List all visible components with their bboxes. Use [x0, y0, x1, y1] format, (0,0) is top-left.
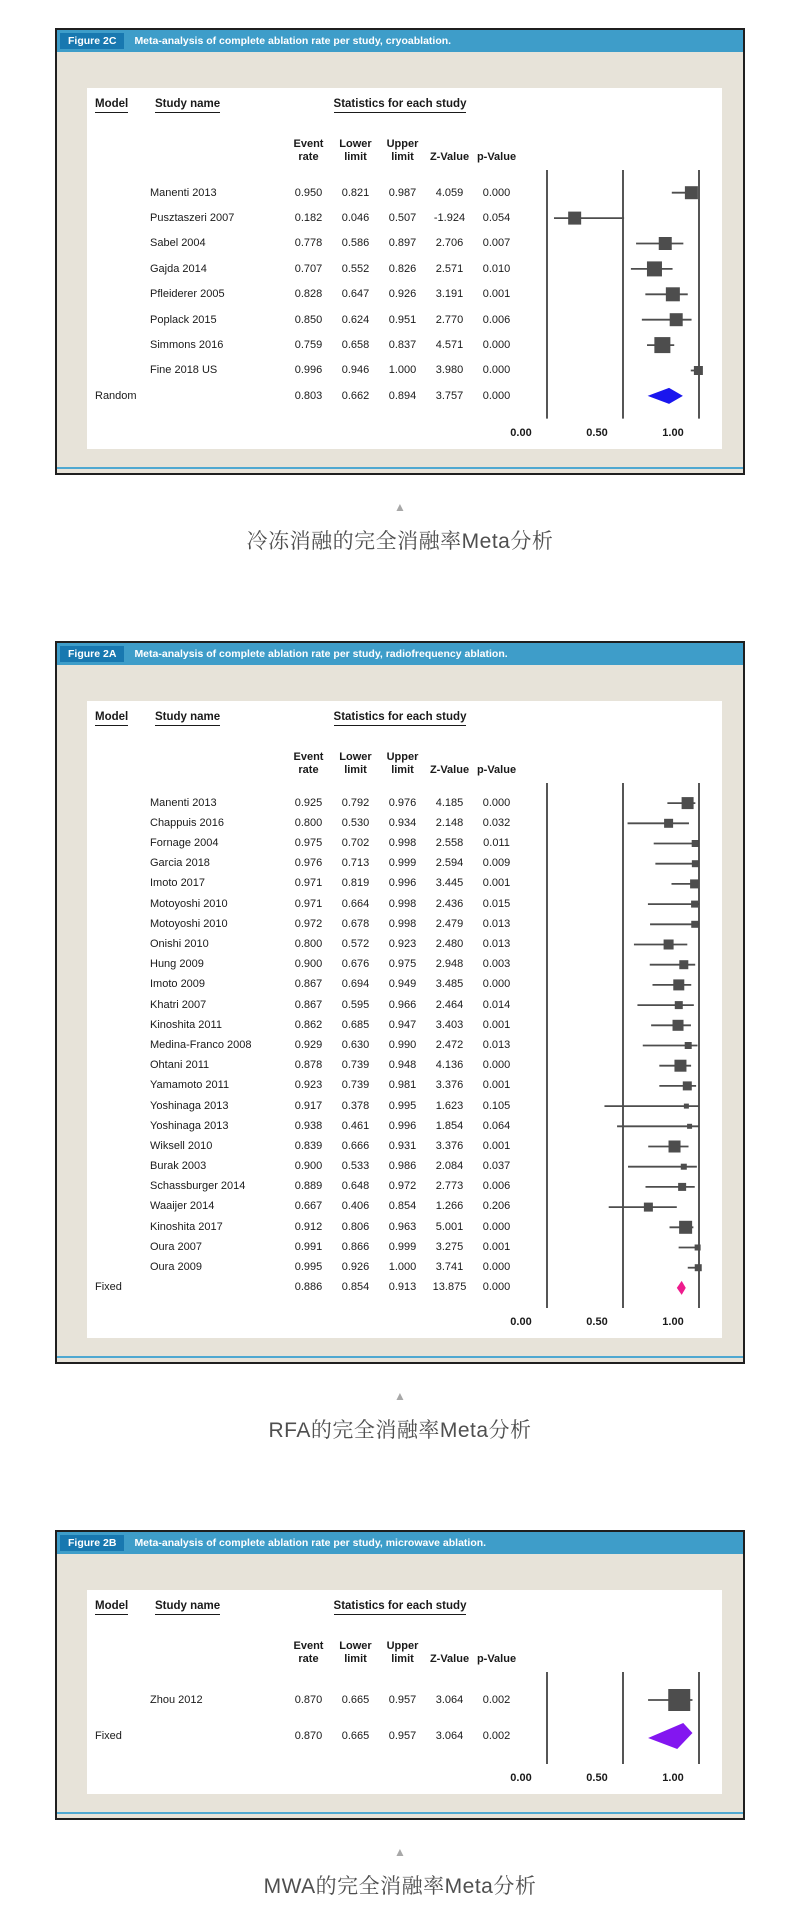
column-header: Lower limit: [339, 1639, 372, 1665]
column-header: Upper limit: [386, 750, 419, 776]
study-row: Oura 2009 0.995 0.926 1.000 3.741 0.000: [150, 1261, 511, 1273]
ci-marker: [685, 186, 698, 199]
figure-2a-box: [55, 641, 745, 1364]
study-row: Onishi 2010 0.800 0.572 0.923 2.480 0.013: [150, 938, 511, 950]
study-row: Fornage 2004 0.975 0.702 0.998 2.558 0.011: [150, 837, 510, 850]
column-headers: [87, 1630, 722, 1670]
ci-marker: [659, 237, 672, 250]
study-row: Fine 2018 US 0.996 0.946 1.000 3.980 0.000: [150, 364, 511, 377]
figure-title: Meta-analysis of complete ablation rate per study, microwave ablation.: [134, 1536, 487, 1549]
study-row: Gajda 2014 0.707 0.552 0.826 2.571 0.010: [150, 262, 511, 275]
study-row: Fixed 0.870 0.665 0.957 3.064 0.002: [95, 1729, 511, 1742]
ci-marker: [679, 1220, 692, 1233]
ci-marker: [664, 939, 674, 949]
column-header: Lower limit: [339, 750, 372, 776]
statistics-header: Statistics for each study: [334, 98, 467, 113]
ci-marker: [692, 860, 699, 867]
ci-marker: [678, 1182, 686, 1190]
figure-tag: Figure 2A: [60, 646, 124, 662]
triangle-up-icon: ▲: [394, 1388, 406, 1403]
study-row: Medina-Franco 2008 0.929 0.630 0.990 2.472 0.013: [150, 1038, 511, 1051]
ci-marker: [691, 920, 698, 927]
figure-2a-caption-block: [0, 1390, 800, 1444]
study-row: Pfleiderer 2005 0.828 0.647 0.926 3.191 0.001: [150, 288, 511, 301]
study-row: Waaijer 2014 0.667 0.406 0.854 1.266 0.206: [150, 1200, 511, 1213]
study-row: Oura 2007 0.991 0.866 0.999 3.275 0.001: [150, 1240, 511, 1253]
model-header: Model: [95, 98, 128, 113]
x-axis-labels: [87, 1766, 722, 1788]
study-row: Wiksell 2010 0.839 0.666 0.931 3.376 0.001: [150, 1139, 511, 1152]
study-row: Sabel 2004 0.778 0.586 0.897 2.706 0.007: [150, 237, 511, 250]
axis-tick-label: 0.50: [586, 1771, 608, 1784]
triangle-up-icon: ▲: [394, 499, 406, 514]
forest-plot: [517, 1670, 717, 1766]
study-row: Zhou 2012 0.870 0.665 0.957 3.064 0.002: [150, 1693, 511, 1706]
ci-marker: [673, 1019, 684, 1030]
axis-tick-label: 1.00: [662, 1771, 684, 1784]
study-row: Imoto 2009 0.867 0.694 0.949 3.485 0.000: [150, 978, 511, 991]
axis-tick-label: 0.50: [586, 1315, 608, 1328]
column-header: Upper limit: [386, 138, 419, 163]
study-row: Yoshinaga 2013 0.938 0.461 0.996 1.854 0.064: [150, 1119, 511, 1132]
study-row: Motoyoshi 2010 0.972 0.678 0.998 2.479 0.013: [150, 917, 511, 930]
study-name-header: Study name: [155, 711, 220, 726]
figure-2c-titlebar: [57, 30, 743, 52]
study-name-header: Study name: [155, 98, 220, 113]
forest-rows: [87, 1670, 722, 1766]
study-row: Fixed 0.886 0.854 0.913 13.875 0.000: [95, 1281, 511, 1294]
study-row: Simmons 2016 0.759 0.658 0.837 4.571 0.000: [150, 339, 511, 352]
ci-marker: [666, 287, 680, 301]
ci-marker: [691, 900, 698, 907]
study-row: Pusztaszeri 2007 0.182 0.046 0.507 -1.924 0.054: [150, 212, 511, 225]
x-axis-labels: [87, 421, 722, 443]
study-row: Hung 2009 0.900 0.676 0.975 2.948 0.003: [150, 958, 511, 971]
column-header: Event rate: [293, 138, 324, 163]
study-row: Manenti 2013 0.950 0.821 0.987 4.059 0.000: [150, 186, 511, 199]
table-head: [87, 1590, 722, 1630]
forest-rows: [87, 168, 722, 421]
study-row: Burak 2003 0.900 0.533 0.986 2.084 0.037: [150, 1160, 511, 1173]
ci-marker: [694, 366, 703, 375]
column-header: Upper limit: [386, 1639, 419, 1665]
study-row: Poplack 2015 0.850 0.624 0.951 2.770 0.006: [150, 313, 511, 326]
column-header: p-Value: [476, 1652, 517, 1665]
study-row: Yoshinaga 2013 0.917 0.378 0.995 1.623 0.105: [150, 1099, 511, 1112]
axis-tick-label: 1.00: [662, 1315, 684, 1328]
forest-plot: [517, 781, 717, 1310]
figure-2a-titlebar: [57, 643, 743, 665]
column-header: p-Value: [476, 763, 517, 776]
figure-caption: 冷冻消融的完全消融率Meta分析: [246, 529, 554, 553]
figure-caption: RFA的完全消融率Meta分析: [268, 1418, 532, 1442]
ci-marker: [674, 1059, 686, 1071]
statistics-header: Statistics for each study: [334, 1600, 467, 1615]
study-row: Garcia 2018 0.976 0.713 0.999 2.594 0.009: [150, 857, 511, 870]
summary-diamond: [648, 388, 683, 404]
study-name-header: Study name: [155, 1600, 220, 1615]
ci-marker: [695, 1244, 701, 1250]
figure-2b-box: [55, 1530, 745, 1820]
figure-caption: MWA的完全消融率Meta分析: [263, 1874, 537, 1898]
column-header: Event rate: [293, 1639, 324, 1665]
ci-marker: [681, 1163, 687, 1169]
forest-rows: [87, 781, 722, 1310]
study-row: Manenti 2013 0.925 0.792 0.976 4.185 0.000: [150, 796, 511, 809]
forest-plot-panel: [87, 701, 722, 1338]
axis-tick-label: 1.00: [662, 426, 684, 439]
study-row: Yamamoto 2011 0.923 0.739 0.981 3.376 0.001: [150, 1079, 511, 1092]
ci-marker: [692, 840, 699, 847]
panel-accent-line: [57, 467, 743, 469]
study-row: Khatri 2007 0.867 0.595 0.966 2.464 0.014: [150, 998, 511, 1011]
figure-2c-box: [55, 28, 745, 475]
statistics-header: Statistics for each study: [334, 711, 467, 726]
ci-marker: [675, 1001, 683, 1009]
study-row: Random 0.803 0.662 0.894 3.757 0.000: [95, 389, 511, 402]
study-row: Schassburger 2014 0.889 0.648 0.972 2.773 0.006: [150, 1180, 511, 1193]
ci-marker: [654, 337, 670, 353]
study-row: Kinoshita 2017 0.912 0.806 0.963 5.001 0.000: [150, 1220, 511, 1233]
forest-plot-panel: [87, 88, 722, 449]
summary-diamond: [648, 1723, 692, 1749]
axis-tick-label: 0.00: [510, 426, 532, 439]
ci-marker: [568, 212, 581, 225]
column-header: p-Value: [476, 151, 517, 163]
triangle-up-icon: ▲: [394, 1844, 406, 1859]
panel-accent-line: [57, 1812, 743, 1814]
column-header: Event rate: [293, 750, 324, 776]
column-headers: [87, 128, 722, 168]
figure-2c-caption-block: [0, 501, 800, 555]
axis-tick-label: 0.00: [510, 1771, 532, 1784]
ci-marker: [647, 261, 662, 276]
panel-accent-line: [57, 1356, 743, 1358]
forest-plot-panel: [87, 1590, 722, 1794]
study-row: Imoto 2017 0.971 0.819 0.996 3.445 0.001: [150, 877, 511, 890]
ci-marker: [695, 1264, 702, 1271]
ci-marker: [670, 313, 683, 326]
ci-marker: [685, 1042, 692, 1049]
study-row: Kinoshita 2011 0.862 0.685 0.947 3.403 0.001: [150, 1018, 511, 1031]
table-head: [87, 701, 722, 741]
ci-marker: [668, 1689, 690, 1711]
ci-marker: [690, 879, 699, 888]
ci-marker: [683, 1081, 692, 1090]
column-header: Lower limit: [339, 138, 372, 163]
table-head: [87, 88, 722, 128]
column-header: Z-Value: [429, 151, 470, 163]
figure-title: Meta-analysis of complete ablation rate per study, radiofrequency ablation.: [134, 647, 508, 660]
model-header: Model: [95, 711, 128, 726]
figure-tag: Figure 2B: [60, 1535, 124, 1551]
ci-marker: [673, 979, 684, 990]
x-axis-labels: [87, 1310, 722, 1332]
column-headers: [87, 741, 722, 781]
column-header: Z-Value: [429, 1652, 470, 1665]
figure-2b-titlebar: [57, 1532, 743, 1554]
study-row: Motoyoshi 2010 0.971 0.664 0.998 2.436 0.015: [150, 897, 511, 910]
ci-marker: [679, 960, 688, 969]
ci-marker: [684, 1103, 689, 1108]
ci-marker: [669, 1140, 681, 1152]
study-row: Chappuis 2016 0.800 0.530 0.934 2.148 0.032: [150, 816, 511, 829]
model-header: Model: [95, 1600, 128, 1615]
figure-tag: Figure 2C: [60, 33, 124, 49]
study-row: Ohtani 2011 0.878 0.739 0.948 4.136 0.000: [150, 1059, 511, 1072]
axis-tick-label: 0.00: [510, 1315, 532, 1328]
figure-title: Meta-analysis of complete ablation rate per study, cryoablation.: [134, 35, 452, 47]
summary-diamond: [677, 1280, 686, 1294]
ci-marker: [664, 818, 673, 827]
ci-marker: [682, 797, 694, 809]
forest-plot: [517, 168, 717, 421]
column-header: Z-Value: [429, 763, 470, 776]
ci-marker: [687, 1123, 692, 1128]
axis-tick-label: 0.50: [586, 426, 608, 439]
ci-marker: [644, 1202, 653, 1211]
